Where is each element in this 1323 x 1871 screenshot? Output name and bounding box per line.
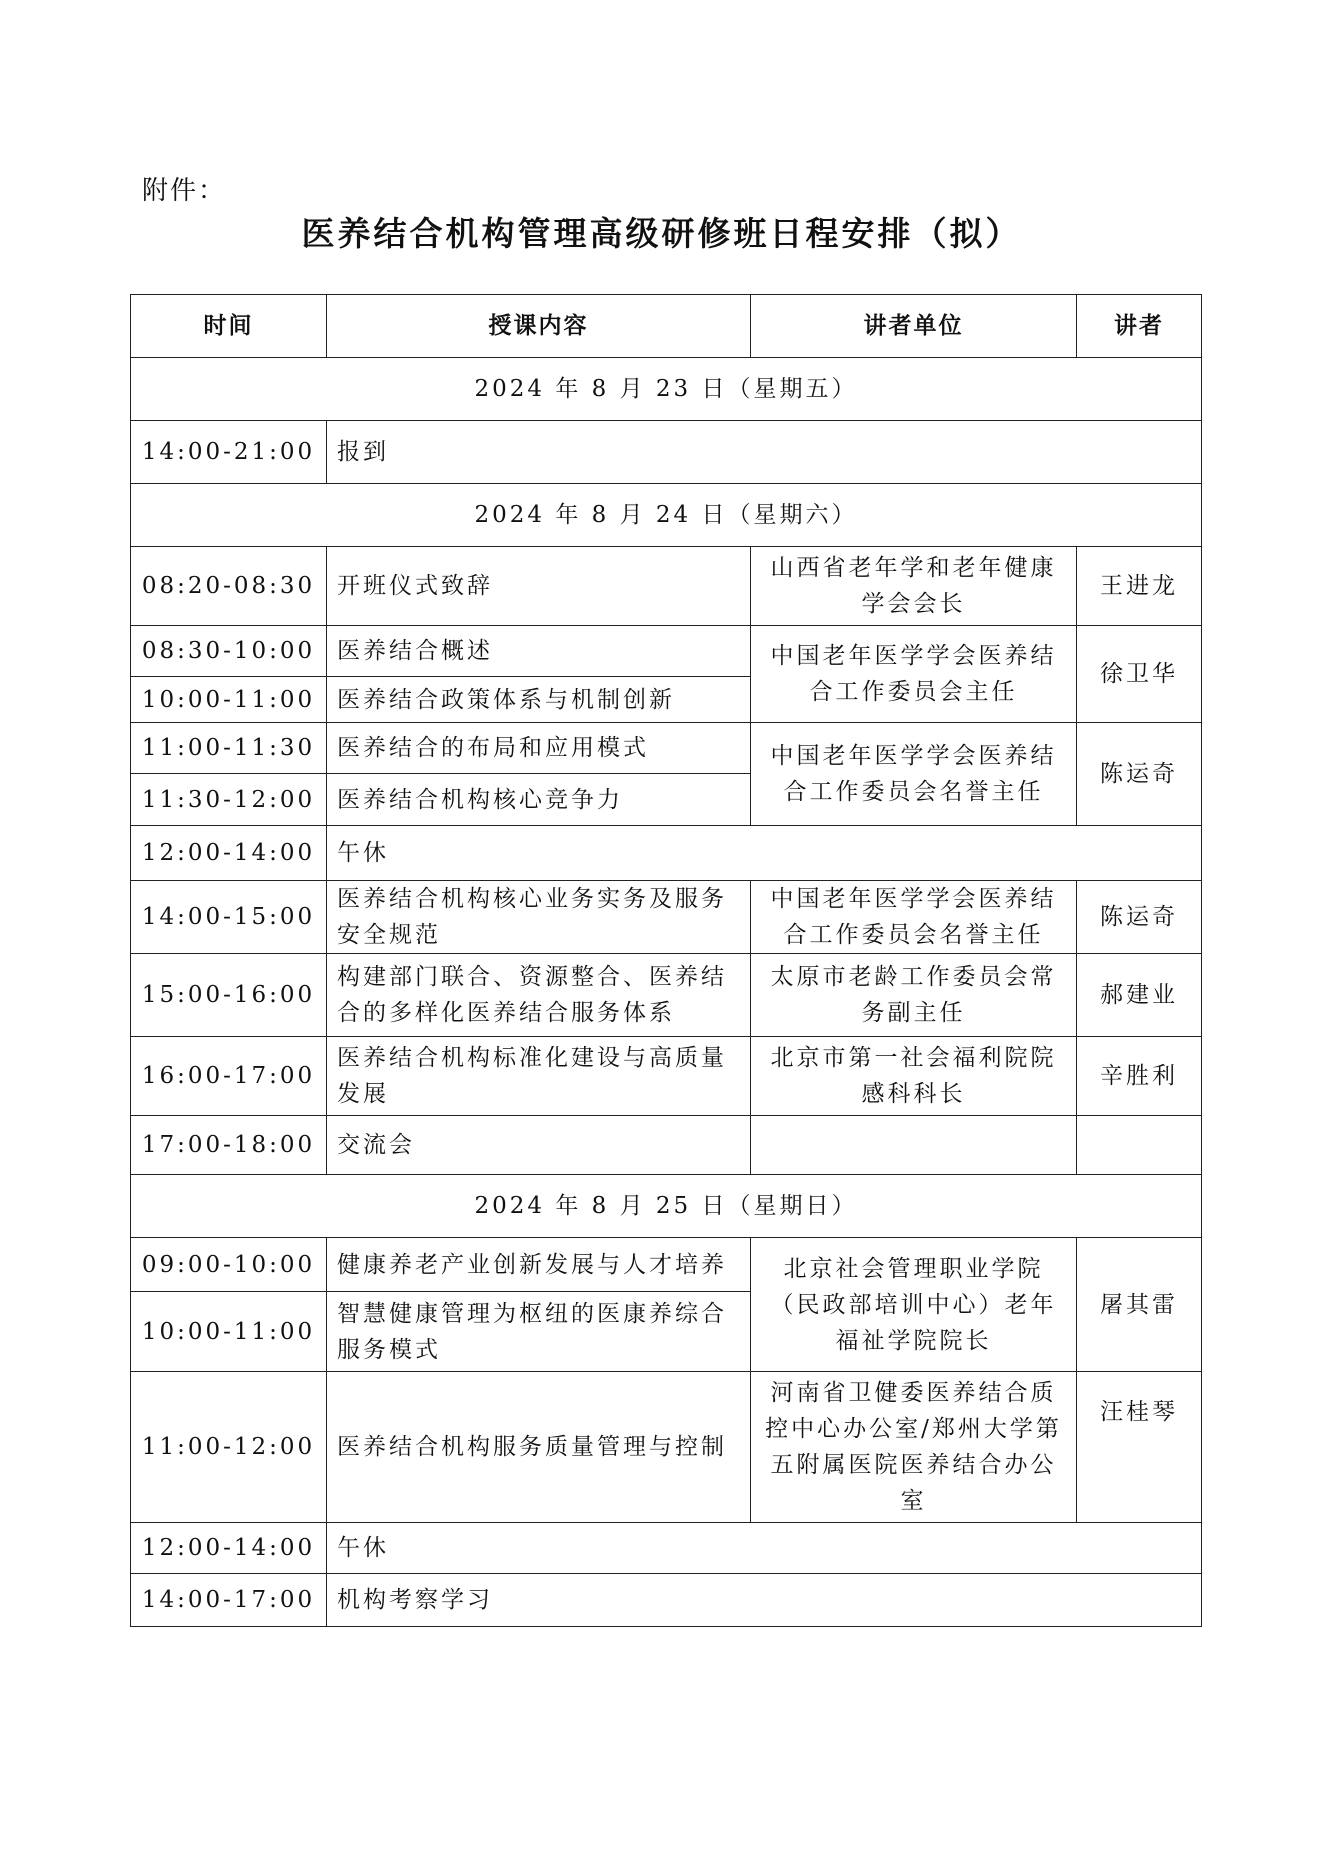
header-row: [131, 295, 1202, 358]
session-topic: 医养结合政策体系与机制创新: [327, 677, 751, 723]
table-row: [131, 954, 1202, 1037]
session-time: 11:30-12:00: [131, 774, 327, 826]
table-row: [131, 1523, 1202, 1574]
table-row: [131, 881, 1202, 954]
session-topic: 医养结合概述: [327, 626, 751, 677]
day-date: 2024 年 8 月 25 日（星期日）: [131, 1175, 1202, 1238]
table-row: [131, 1116, 1202, 1175]
table-row: [131, 723, 1202, 774]
session-time: 08:20-08:30: [131, 547, 327, 626]
speaker-name: 王进龙: [1077, 547, 1202, 626]
session-time: 10:00-11:00: [131, 1292, 327, 1372]
session-topic: 医养结合机构标准化建设与高质量发展: [327, 1037, 751, 1116]
day-row: [131, 358, 1202, 421]
col-header-org: 讲者单位: [751, 295, 1077, 358]
session-time: 11:00-11:30: [131, 723, 327, 774]
session-topic: 午休: [327, 826, 1202, 881]
table-row: [131, 547, 1202, 626]
speaker-org: 北京市第一社会福利院院感科科长: [751, 1037, 1077, 1116]
speaker-name: 陈运奇: [1077, 723, 1202, 826]
table-row: [131, 826, 1202, 881]
table-row: [131, 421, 1202, 484]
attachment-label: 附件：: [142, 176, 227, 206]
col-header-speaker: 讲者: [1077, 295, 1202, 358]
day-date: 2024 年 8 月 23 日（星期五）: [131, 358, 1202, 421]
speaker-name: 辛胜利: [1077, 1037, 1202, 1116]
session-topic: 交流会: [327, 1116, 751, 1175]
session-time: 08:30-10:00: [131, 626, 327, 677]
session-time: 14:00-15:00: [131, 881, 327, 954]
speaker-name: 汪桂琴: [1077, 1372, 1202, 1523]
session-time: 12:00-14:00: [131, 826, 327, 881]
speaker-name: 徐卫华: [1077, 626, 1202, 723]
table-row: [131, 626, 1202, 677]
day-row: [131, 1175, 1202, 1238]
speaker-org: [751, 1116, 1077, 1175]
session-topic: 机构考察学习: [327, 1574, 1202, 1627]
day-date: 2024 年 8 月 24 日（星期六）: [131, 484, 1202, 547]
session-time: 14:00-21:00: [131, 421, 327, 484]
session-topic: 午休: [327, 1523, 1202, 1574]
col-header-topic: 授课内容: [327, 295, 751, 358]
session-time: 15:00-16:00: [131, 954, 327, 1037]
session-time: 12:00-14:00: [131, 1523, 327, 1574]
session-topic: 医养结合机构服务质量管理与控制: [327, 1372, 751, 1523]
session-topic: 构建部门联合、资源整合、医养结合的多样化医养结合服务体系: [327, 954, 751, 1037]
page-title: 医养结合机构管理高级研修班日程安排（拟）: [301, 214, 1022, 253]
schedule-table: [130, 294, 1202, 1627]
speaker-name: 屠其雷: [1077, 1238, 1202, 1372]
speaker-org: 中国老年医学学会医养结合工作委员会名誉主任: [751, 723, 1077, 826]
speaker-org: 北京社会管理职业学院（民政部培训中心）老年福祉学院院长: [751, 1238, 1077, 1372]
session-topic: 医养结合机构核心业务实务及服务安全规范: [327, 881, 751, 954]
speaker-org: 中国老年医学学会医养结合工作委员会主任: [751, 626, 1077, 723]
speaker-org: 中国老年医学学会医养结合工作委员会名誉主任: [751, 881, 1077, 954]
session-topic: 报到: [327, 421, 1202, 484]
speaker-org: 太原市老龄工作委员会常务副主任: [751, 954, 1077, 1037]
col-header-time: 时间: [131, 295, 327, 358]
session-time: 09:00-10:00: [131, 1238, 327, 1292]
speaker-org: 山西省老年学和老年健康学会会长: [751, 547, 1077, 626]
speaker-org: 河南省卫健委医养结合质控中心办公室/郑州大学第五附属医院医养结合办公室: [751, 1372, 1077, 1523]
table-row: [131, 1372, 1202, 1523]
session-topic: 智慧健康管理为枢纽的医康养综合服务模式: [327, 1292, 751, 1372]
session-topic: 医养结合机构核心竞争力: [327, 774, 751, 826]
day-row: [131, 484, 1202, 547]
session-time: 11:00-12:00: [131, 1372, 327, 1523]
speaker-name: 郝建业: [1077, 954, 1202, 1037]
session-time: 16:00-17:00: [131, 1037, 327, 1116]
session-time: 17:00-18:00: [131, 1116, 327, 1175]
table-row: [131, 1037, 1202, 1116]
session-topic: 开班仪式致辞: [327, 547, 751, 626]
speaker-name: 陈运奇: [1077, 881, 1202, 954]
table-row: [131, 1238, 1202, 1292]
session-time: 14:00-17:00: [131, 1574, 327, 1627]
speaker-name: [1077, 1116, 1202, 1175]
session-time: 10:00-11:00: [131, 677, 327, 723]
session-topic: 医养结合的布局和应用模式: [327, 723, 751, 774]
table-row: [131, 1574, 1202, 1627]
session-topic: 健康养老产业创新发展与人才培养: [327, 1238, 751, 1292]
